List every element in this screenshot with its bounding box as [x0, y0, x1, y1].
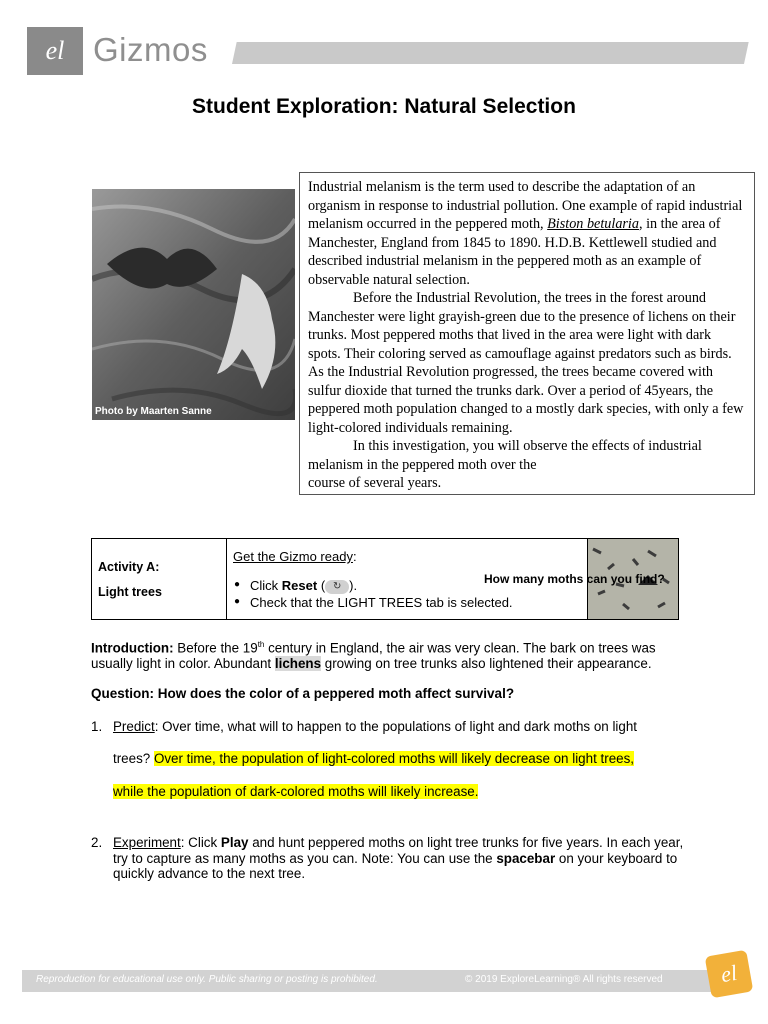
q1-prompt — [113, 719, 637, 734]
bark-image — [92, 189, 295, 420]
footer-logo-mark: el — [718, 959, 739, 988]
brand-name: Gizmos — [93, 31, 208, 68]
play-label: Play — [220, 835, 249, 850]
introduction-label: Introduction: — [91, 640, 174, 656]
intro-text-a: Before the 19 — [173, 640, 258, 656]
q2-text-b: and hunt peppered moths on light tree trunks for five years. In each year, try to capture as many moths as you can. Note: You can use the — [113, 835, 684, 866]
page-title: Student Exploration: Natural Selection — [192, 95, 576, 118]
gizmos-logo — [27, 27, 83, 75]
q1-answer-line2 — [113, 784, 478, 799]
header-bar — [232, 42, 749, 64]
q2-text-a: : Click — [180, 835, 221, 850]
get-ready-heading — [233, 549, 357, 564]
activity-table — [91, 538, 679, 620]
intro-text-b: century in England, the air was very clean. The bark on trees was usually light in color. Abundant — [91, 640, 656, 672]
footer-copyright: © 2019 ExploreLearning® All rights reserved — [465, 974, 663, 985]
q1-number: 1. — [91, 719, 103, 734]
get-ready-colon: : — [352, 549, 357, 564]
intro-text-c: growing on tree trunks also lightened their appearance. — [321, 656, 652, 672]
logo-mark: el — [45, 36, 65, 65]
activity-sublabel: Light trees — [98, 585, 162, 599]
reset-label: Reset — [281, 578, 318, 593]
q2-prompt — [113, 835, 693, 882]
moths-question: How many moths can you find? — [484, 572, 665, 586]
intro-paragraph-3: In this investigation, you will observe the effects of industrial melanism in the peppered moth over the — [308, 438, 702, 473]
intro-paragraph-1 — [308, 178, 746, 289]
species-name: Biston betularia — [547, 216, 639, 232]
q1-text: : Over time, what will to happen to the populations of light and dark moths on light — [154, 719, 638, 734]
bullet1-paren-close: ). — [349, 578, 358, 593]
reset-icon: ↻ — [325, 580, 349, 594]
peppered-moth-photo — [92, 189, 295, 420]
predict-label: Predict — [113, 719, 155, 734]
activity-label-cell — [92, 539, 227, 619]
q1-answer-a: Over time, the population of light-colored moths will likely decrease on light trees, — [153, 751, 634, 766]
bullet1-paren-open: ( — [317, 578, 326, 593]
explorelearning-logo — [705, 950, 754, 999]
get-ready-text: Get the Gizmo ready — [233, 549, 353, 564]
main-question: Question: How does the color of a peppered moth affect survival? — [91, 686, 515, 701]
q2-text-c: on your keyboard to quickly advance to the next tree. — [113, 850, 678, 881]
spacebar-label: spacebar — [496, 850, 556, 866]
intro-text-box — [299, 172, 755, 495]
activity-label: Activity A: — [98, 560, 160, 574]
experiment-label: Experiment — [113, 835, 181, 850]
bullet1-prefix: Click — [250, 578, 282, 593]
introduction-paragraph — [91, 637, 691, 672]
bullet-reset — [250, 578, 357, 594]
p1-text-b: , in the area of Manchester, England from 1845 to 1890. H.D.B. Kettlewell studied and described industrial melanism in the peppered moth as an example of observable natural selection. — [308, 216, 721, 288]
q1-answer-b: while the population of dark-colored moths will likely increase. — [113, 784, 479, 799]
intro-sup: th — [257, 640, 265, 649]
q1-text2: trees? — [113, 751, 154, 766]
bullet-light-trees: ● Check that the LIGHT TREES tab is selected. — [250, 595, 513, 610]
q2-number: 2. — [91, 835, 103, 850]
intro-paragraph-3-end: course of several years. — [308, 475, 442, 491]
p1-text-a: Industrial melanism is the term used to describe the adaptation of an organism in response to industrial pollution. One example of rapid industrial melanism occurred in the peppered moth, — [308, 179, 743, 232]
photo-credit: Photo by Maarten Sanne — [95, 406, 212, 417]
q1-answer-line1 — [113, 751, 634, 766]
intro-paragraph-2: Before the Industrial Revolution, the trees in the forest around Manchester were light grayish-green due to the presence of lichens on their trunks. Most peppered moths that lived in the area were light with dark spots. Their coloring served as camouflage against predators such as birds. As the Industrial Revolution progressed, the trees became covered with sulfur dioxide that turned the trunks dark. Over a period of 45years, the peppered moth population changed to a mostly dark species, with only a few light-colored individuals remaining. — [308, 290, 744, 436]
footer-disclaimer: Reproduction for educational use only. Public sharing or posting is prohibited. — [36, 974, 378, 985]
lichens-term: lichens — [274, 656, 322, 672]
